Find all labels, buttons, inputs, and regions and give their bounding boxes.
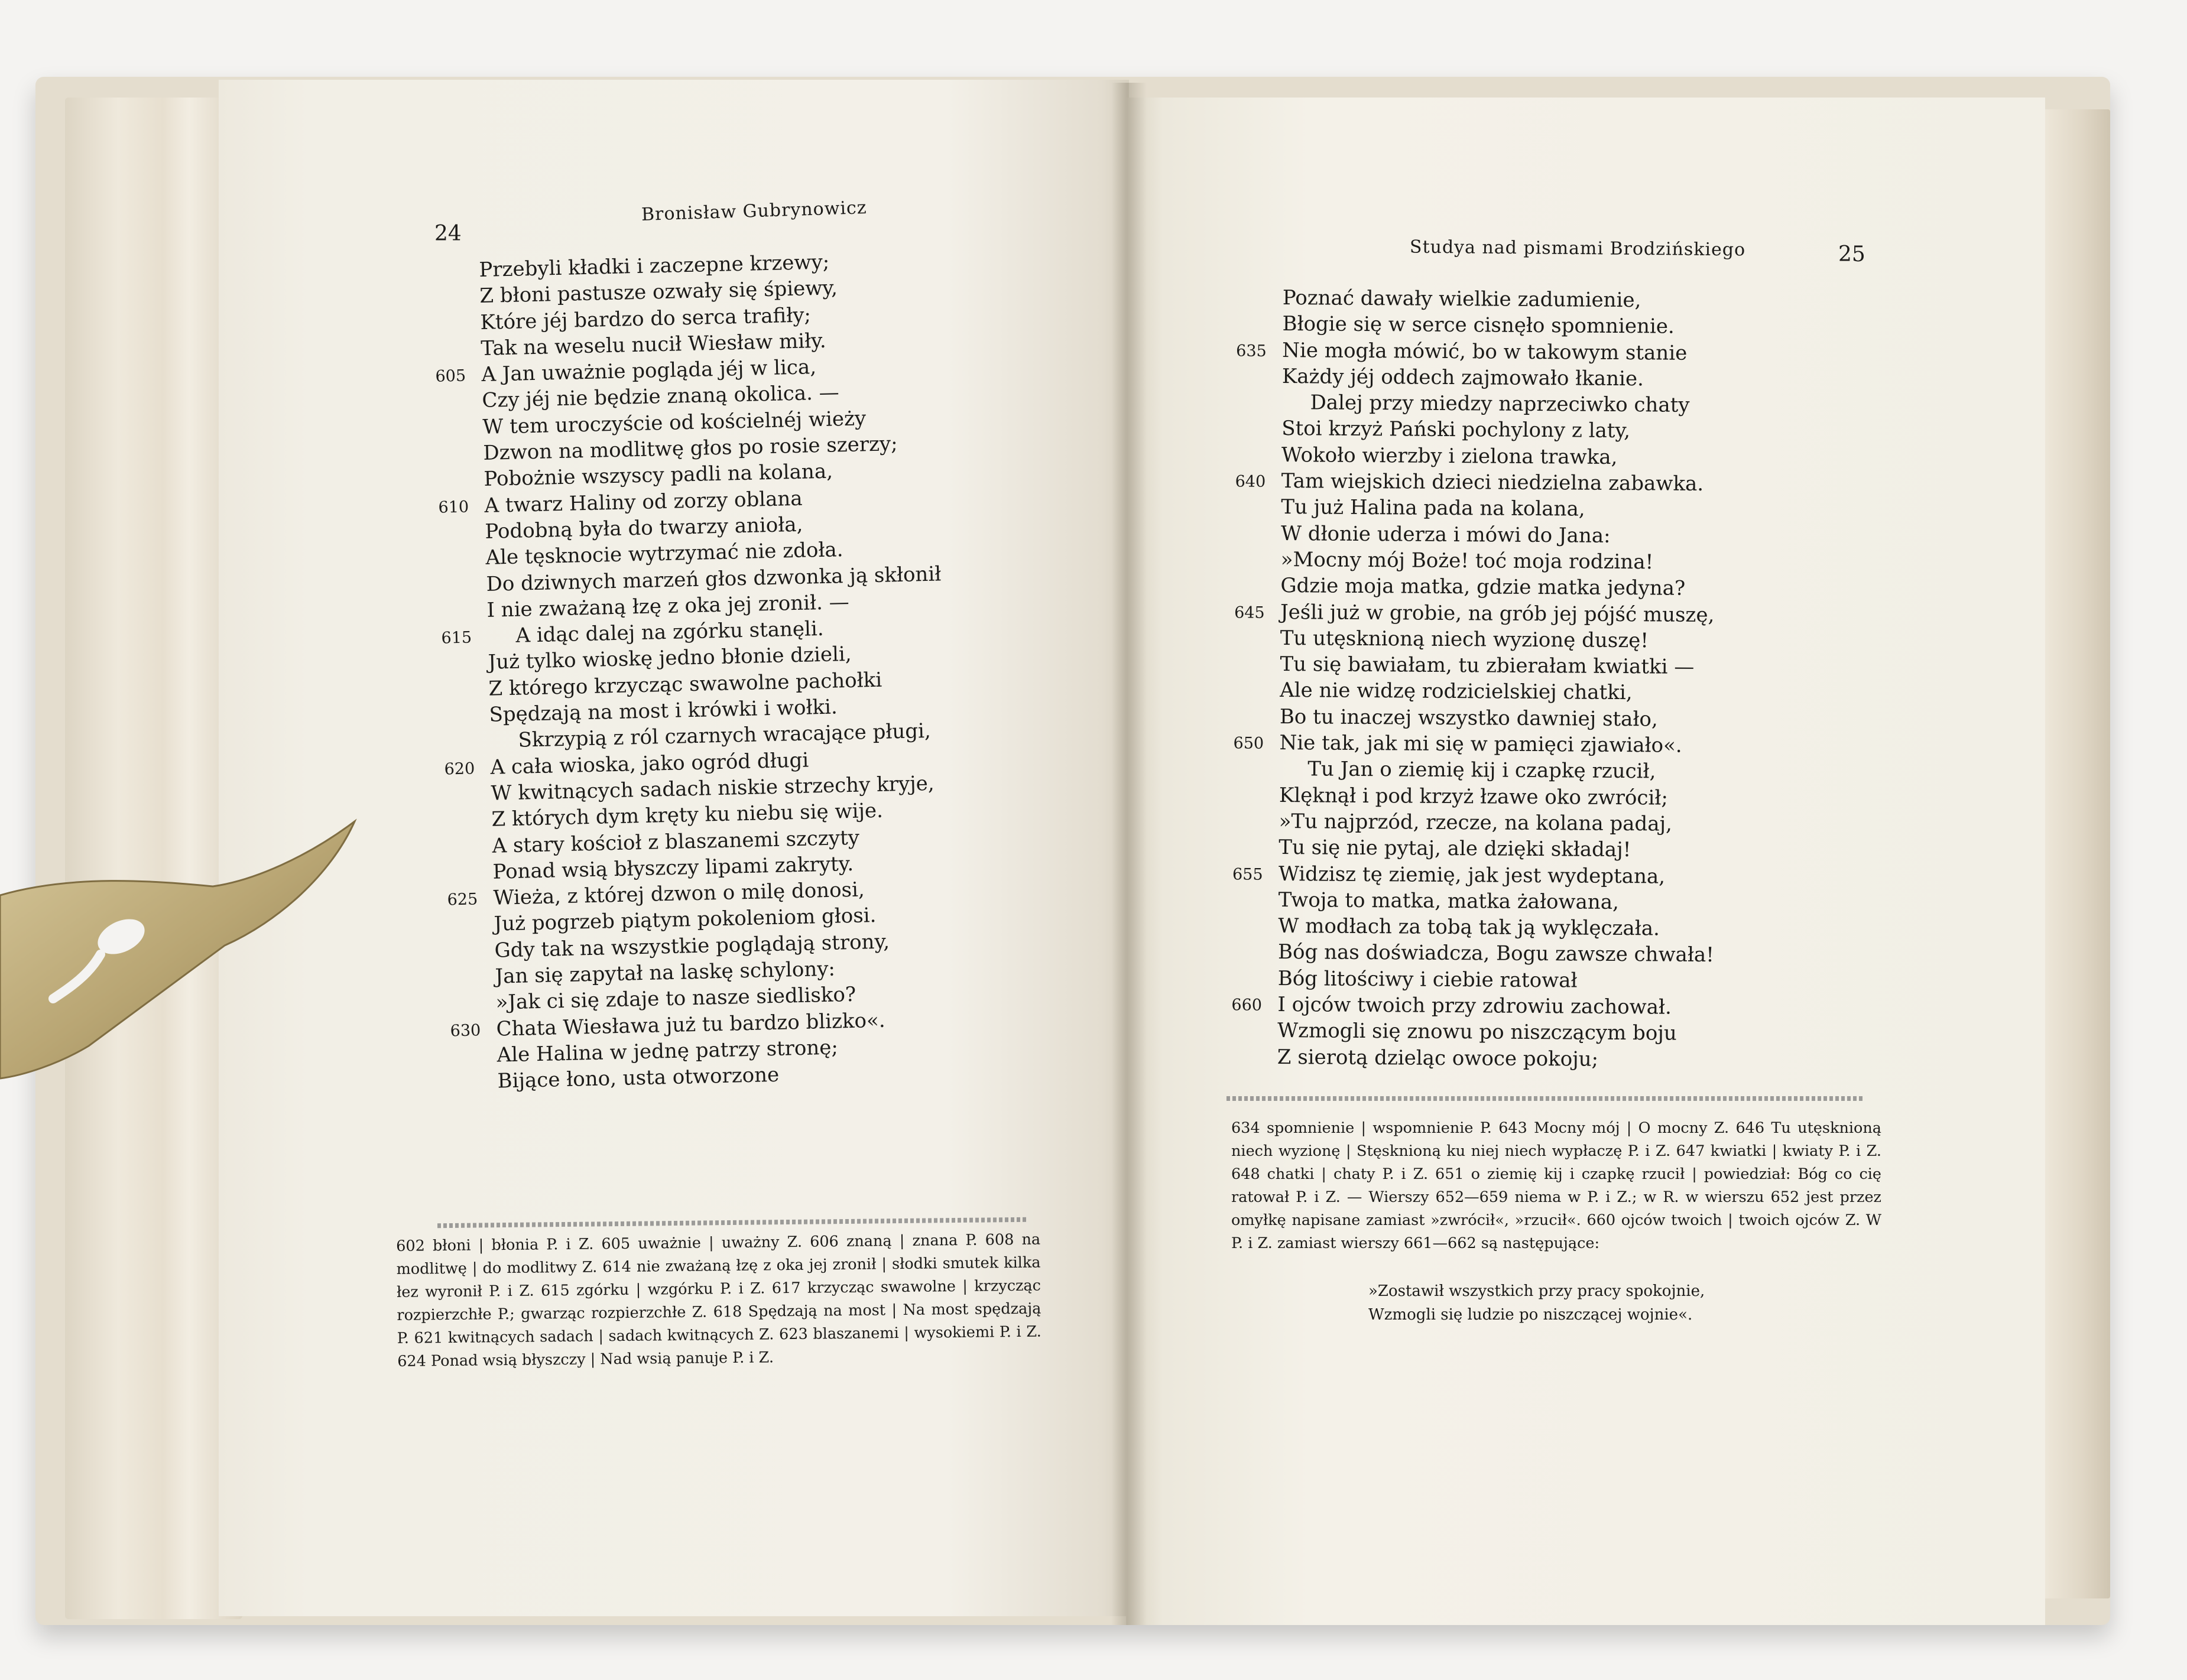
verse-text: Stoi krzyż Pański pochylony z laty, (1281, 417, 1631, 443)
line-number: 640 (1235, 472, 1266, 491)
right-page (1126, 98, 2045, 1625)
poem-text (1231, 285, 1719, 1073)
line-number: 630 (450, 1021, 481, 1041)
verse-text: Dalej przy miedzy naprzeciwko chaty (1310, 391, 1690, 417)
verse-text: Ale nie widzę rodzicielskiej chatki, (1280, 678, 1633, 705)
textual-notes: 634 spomnienie | wspomnienie P. 643 Mocny mój | O mocny Z. 646 Tu utęsknioną niech wyzionę | Stęsknioną ku niej niech wypłaczę P. i Z. 647 kwiatki | kwiaty P. i Z. 648 chatki | chaty P. i Z. 651 o ziemię kij i czapkę rzucił | powiedział: Bóg co cię ratował P. i Z. — Wierszy 652—659 niema w P. i Z.; w R. w wierszu 652 jest przez omyłkę napisane zamiast »zwrócił«, »rzucił«. 660 ojców twoich | twoich ojców Z. W P. i Z. zamiast wierszy 661—662 są następujące: (1231, 1119, 1881, 1252)
verse-text: Tak na weselu nucił Wiesław miły. (481, 329, 827, 360)
verse-text: A twarz Haliny od zorzy oblana (484, 486, 803, 518)
line-number: 605 (435, 366, 466, 386)
verse-line (1279, 756, 1715, 785)
quote-line: »Zostawił wszystkich przy pracy spokojnie, (1368, 1282, 1705, 1300)
verse-text: Gdzie moja matka, gdzie matka jedyna? (1280, 574, 1686, 601)
verse-text: Bijące łono, usta otworzone (497, 1063, 780, 1093)
footnote-divider (1226, 1096, 1865, 1101)
verse-text: Spędzają na most i krówki i wołki. (489, 695, 838, 727)
line-number: 645 (1234, 603, 1265, 622)
page-number: 24 (434, 222, 462, 246)
verse-text: Które jéj bardzo do serca trafiły; (480, 303, 812, 334)
quoted-variant (1368, 1279, 1705, 1327)
verse-line (1281, 547, 1717, 576)
verse-line (1233, 730, 1715, 759)
quote-line: Wzmogli się ludzie po niszczącej wojnie«. (1368, 1306, 1693, 1324)
verse-line (1278, 966, 1714, 995)
verse-line (1282, 311, 1718, 340)
verse-text: Tu się bawiałam, tu zbierałam kwiatki — (1280, 652, 1695, 680)
verse-text: Ale Halina w jednę patrzy stronę; (497, 1035, 839, 1067)
verse-text: Twoja to matka, matka żałowana, (1278, 888, 1619, 914)
verse-text: Podobną była do twarzy anioła, (485, 512, 803, 544)
verse-line (1279, 887, 1715, 916)
verse-text: Tu się nie pytaj, ale dzięki składaj! (1279, 836, 1631, 862)
verse-line (1279, 782, 1715, 811)
line-number: 615 (441, 628, 472, 648)
verse-text: Bóg nas doświadcza, Bogu zawsze chwała! (1277, 940, 1715, 967)
verse-text: Błogie się w serce cisnęło spomnienie. (1282, 312, 1675, 339)
verse-line (1279, 808, 1715, 837)
running-head: Studya nad pismami Brodzińskiego (1409, 236, 1746, 261)
verse-line (1280, 651, 1716, 680)
verse-text: Gdy tak na wszystkie poglądają strony, (494, 930, 890, 963)
line-number: 660 (1231, 996, 1263, 1015)
verse-text: Tu utęsknioną niech wyzionę duszę! (1280, 626, 1649, 653)
verse-text: Ponad wsią błyszczy lipami zakryty. (492, 852, 854, 884)
verse-line (1281, 521, 1717, 550)
verse-text: A stary kościoł z blaszanemi szczyty (492, 826, 860, 858)
verse-line (1236, 337, 1718, 366)
verse-text: Nie mogła mówić, bo w takowym stanie (1282, 338, 1688, 365)
verse-text: Wzmogli się znowu po niszczącym boju (1277, 1019, 1677, 1045)
verse-text: Z których dym kręty ku niebu się wije. (491, 798, 884, 831)
line-number: 650 (1233, 734, 1264, 753)
footnote-divider (437, 1217, 1028, 1228)
verse-line (1280, 625, 1716, 654)
verse-text: Nie tak, jak mi się w pamięci zjawiało«. (1279, 731, 1682, 758)
verse-text: W modłach za tobą tak ją wyklęczała. (1278, 914, 1660, 941)
verse-text: Tam wiejskich dzieci niedzielna zabawka. (1281, 469, 1704, 496)
verse-text: A Jan uważnie pogląda jéj w lica, (481, 355, 817, 387)
poem-text (435, 247, 953, 1095)
verse-text: Dzwon na modlitwę głos po rosie szerzy; (483, 432, 898, 465)
line-number: 635 (1236, 342, 1267, 360)
verse-text: Z którego krzycząc swawolne pachołki (488, 668, 882, 701)
right-page-edges (2039, 109, 2110, 1598)
verse-line (1231, 992, 1714, 1021)
verse-line (1235, 468, 1718, 497)
verse-text: Tu Jan o ziemię kij i czapkę rzucił, (1307, 757, 1656, 784)
verse-text: Ale tęsknocie wytrzymać nie zdoła. (485, 538, 843, 570)
verse-text: Wieża, z której dzwon o milę donosi, (493, 878, 865, 910)
verse-text: Bóg litościwy i ciebie ratował (1277, 966, 1578, 993)
verse-text: Pobożnie wszyscy padli na kolana, (484, 459, 833, 492)
verse-line (1277, 1018, 1714, 1047)
line-number: 655 (1232, 865, 1263, 884)
verse-text: W tem uroczyście od kościelnéj wieży (482, 406, 867, 439)
verse-text: Z sierotą dzieląc owoce pokoju; (1277, 1045, 1599, 1071)
verse-line (1280, 704, 1716, 733)
book-gutter (1111, 83, 1147, 1625)
verse-text: »Mocny mój Boże! toć moja rodzina! (1280, 547, 1654, 574)
verse-line (1280, 677, 1716, 706)
verse-line (1281, 494, 1717, 523)
verse-text: Tu już Halina pada na kolana, (1281, 495, 1585, 521)
verse-text: Przebyli kładki i zaczepne krzewy; (479, 250, 830, 282)
verse-text: »Jak ci się zdaje to nasze siedlisko? (495, 983, 856, 1015)
verse-text: A idąc dalej na zgórku stanęli. (515, 617, 825, 648)
verse-text: Wokoło wierzby i zielona trawka, (1281, 443, 1618, 469)
verse-text: W dłonie uderza i mówi do Jana: (1280, 521, 1611, 548)
textual-notes: 602 błoni | błonia P. i Z. 605 uważnie | uważny Z. 606 znaną | znana P. 608 na modlitwę | do modlitwy Z. 614 nie zważaną łzę z oka jej zronił | słodki smutek kilka łez wyronił P. i Z. 615 zgórku | wzgórku P. i Z. 617 krzycząc swawolne | krzycząc rozpierzchłe P.; gwarząc rozpierzchłe Z. 618 Spędzają na most | Na most spędzają P. 621 kwitnących sadach | sadach kwitnących Z. 623 blaszanemi | wysokiemi P. i Z. 624 Ponad wsią błyszczy | Nad wsią panuje P. i Z. (396, 1230, 1041, 1370)
line-number: 620 (444, 759, 475, 779)
verse-text: »Tu najprzód, rzecze, na kolana padaj, (1279, 809, 1673, 836)
verse-text: W kwitnących sadach niskie strzechy kryje, (491, 771, 935, 805)
verse-text: Już pogrzeb piątym pokoleniom głosi. (494, 904, 877, 937)
running-head: Bronisław Gubrynowicz (641, 197, 868, 225)
brass-bookmark (0, 810, 366, 1093)
verse-line (1282, 363, 1718, 392)
verse-text: Do dziwnych marzeń głos dzwonka ją skłonił (486, 561, 942, 596)
verse-text: Czy jéj nie będzie znaną okolica. — (482, 381, 840, 413)
verse-line (1281, 389, 1718, 418)
verse-text: Jan się zapytał na laskę schylony: (495, 957, 836, 989)
verse-text: I nie zważaną łzę z oka jej zronił. — (486, 590, 850, 622)
verse-text: Bo tu inaczej wszystko dawniej stało, (1279, 704, 1658, 732)
verse-line (1281, 442, 1718, 471)
verse-line (1232, 861, 1715, 890)
verse-text: Widzisz tę ziemię, jak jest wydeptana, (1278, 862, 1666, 889)
verse-text: Już tylko wioskę jedno błonie dzieli, (488, 642, 852, 675)
verse-line (1277, 1044, 1714, 1073)
verse-line (1281, 415, 1718, 444)
page-number: 25 (1838, 242, 1865, 267)
line-number: 625 (447, 890, 478, 909)
verse-line (1280, 573, 1716, 602)
verse-text: A cała wioska, jako ogród długi (490, 748, 809, 779)
verse-line (1283, 285, 1719, 314)
verse-line (1234, 599, 1716, 628)
verse-text: Jeśli już w grobie, na grób jej pójść muszę, (1280, 600, 1715, 627)
verse-line (1278, 913, 1714, 942)
verse-text: I ojców twoich przy zdrowiu zachował. (1277, 992, 1672, 1019)
verse-line (1278, 939, 1714, 968)
line-number: 610 (438, 498, 469, 517)
verse-text: Chata Wiesława już tu bardzo blizko«. (496, 1008, 886, 1041)
verse-text: Poznać dawały wielkie zadumienie, (1282, 285, 1641, 313)
verse-text: Z błoni pastusze ozwały się śpiewy, (479, 276, 838, 308)
verse-text: Klęknął i pod krzyż łzawe oko zwrócił; (1279, 783, 1669, 810)
verse-text: Skrzypią z ról czarnych wracające pługi, (518, 719, 932, 753)
verse-line (1279, 834, 1715, 863)
verse-text: Każdy jéj oddech zajmowało łkanie. (1281, 364, 1644, 391)
